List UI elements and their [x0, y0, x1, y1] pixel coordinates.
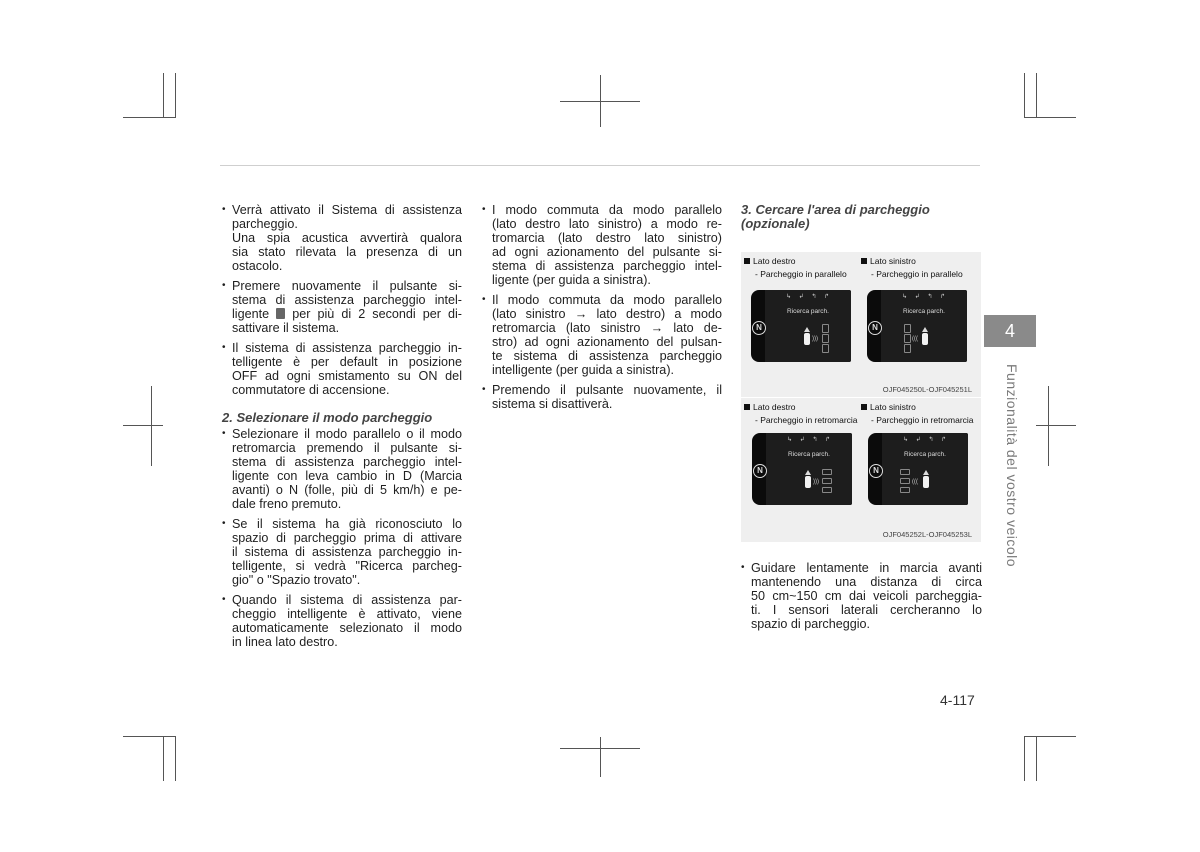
sensor-wave-icon: ((( [912, 336, 918, 342]
text-line: intelligente (per guida a sinistra). [492, 363, 675, 377]
cluster-screen-right-reverse [752, 433, 852, 505]
parking-slot-icon [904, 334, 911, 343]
text-line: retromarcia premendo il pulsante si- [232, 441, 462, 455]
text-line: sistema si disattiverà. [492, 397, 613, 411]
text-line: • Quando il sistema di assistenza par- [232, 593, 462, 607]
text-line: • Guidare lentamente in marcia avanti [751, 561, 982, 575]
gear-indicator-icon: N [753, 464, 767, 478]
column-right-lower [741, 561, 982, 637]
text-line: in linea lato destro. [232, 635, 338, 649]
sensor-wave-icon: ))) [813, 479, 819, 485]
parking-slot-icon [900, 469, 910, 475]
text-line: • Selezionare il modo parallelo o il modo [232, 427, 462, 441]
figure-sublabel-left: - Parcheggio in parallelo [755, 269, 847, 279]
text-line: avanti) o N (folle, più di 5 km/h) e pe- [232, 483, 462, 497]
bullet-activation [222, 203, 462, 273]
section-heading-2: 2. Selezionare il modo parcheggio [222, 410, 433, 425]
screen-title: Ricerca parch. [788, 451, 830, 458]
parking-slot-icon [822, 334, 829, 343]
text-line: stro) ad ogni azionamento del pulsan- [492, 335, 722, 349]
text-line: OFF ad ogni smistamento su ON del [232, 369, 462, 383]
chapter-title: Funzionalità del vostro veicolo [1004, 364, 1020, 568]
text-line: Una spia acustica avvertirà qualora [232, 231, 462, 245]
figure-label-left: Lato destro [744, 256, 796, 266]
text-line: ad ogni azionamento del pulsante si- [492, 245, 722, 259]
column-left [222, 203, 462, 655]
text-line: spazio di parcheggio prima di attivare [232, 531, 462, 545]
car-icon [805, 476, 811, 488]
column-right [741, 203, 982, 233]
bullet-drive-slowly [741, 561, 982, 631]
cluster-screen-left-parallel [867, 290, 967, 362]
sensor-wave-icon: ))) [812, 336, 818, 342]
chapter-tab: 4 [984, 315, 1036, 347]
header-rule [220, 165, 980, 166]
text-line: parcheggio. [232, 217, 298, 231]
parking-slot-icon [822, 469, 832, 475]
text-line: cheggio intelligente è attivato, viene [232, 607, 462, 621]
text-line: stema di assistenza parcheggio intel- [232, 455, 462, 469]
text-line: • Premendo il pulsante nuovamente, il [492, 383, 722, 397]
text-line: spazio di parcheggio. [751, 617, 871, 631]
text-line: retromarcia (lato sinistro → lato de- [492, 321, 722, 335]
bullet-default-off [222, 341, 462, 397]
page-number: 4-117 [940, 692, 975, 708]
bullet-select-mode [222, 427, 462, 511]
direction-arrows: ↳ ↲ ↰ ↱ [902, 437, 950, 443]
text-line: • Il modo commuta da modo parallelo [492, 293, 722, 307]
figure-label-right: Lato sinistro [861, 402, 916, 412]
cluster-screen-left-reverse [868, 433, 968, 505]
text-line: ostacolo. [232, 259, 283, 273]
gear-indicator-icon: N [869, 464, 883, 478]
car-icon [804, 333, 810, 345]
figure-parallel-parking [741, 252, 981, 397]
figure-code: OJF045252L-OJF045253L [882, 530, 972, 539]
text-line: (lato sinistro → lato destro) a modo [492, 307, 722, 321]
parking-slot-icon [904, 344, 911, 353]
text-line: gio" o "Spazio trovato". [232, 573, 361, 587]
text-line: sia stato rilevata la presenza di un [232, 245, 462, 259]
direction-arrows: ↳ ↲ ↰ ↱ [785, 294, 833, 300]
figure-sublabel-right: - Parcheggio in retromarcia [871, 415, 974, 425]
car-icon [923, 476, 929, 488]
parking-slot-icon [822, 324, 829, 333]
bullet-auto-select [222, 593, 462, 649]
parking-slot-icon [822, 487, 832, 493]
figure-sublabel-right: - Parcheggio in parallelo [871, 269, 963, 279]
bullet-space-recognized [222, 517, 462, 587]
figure-label-right: Lato sinistro [861, 256, 916, 266]
text-line: • I modo commuta da modo parallelo [492, 203, 722, 217]
screen-title: Ricerca parch. [903, 308, 945, 315]
text-line: 50 cm~150 cm dai veicoli parcheggia- [751, 589, 982, 603]
arrow-up-icon [805, 470, 811, 475]
text-line: ligente per più di 2 secondi per di- [232, 307, 463, 321]
gear-indicator-icon: N [868, 321, 882, 335]
text-line: telligente, si vedrà "Ricerca parcheg- [232, 559, 462, 573]
text-line: • Il sistema di assistenza parcheggio in- [232, 341, 462, 355]
arrow-up-icon [923, 470, 929, 475]
text-line: stema di assistenza parcheggio intel- [232, 293, 462, 307]
screen-title: Ricerca parch. [787, 308, 829, 315]
parking-slot-icon [900, 478, 910, 484]
bullet-mode-switch-2 [482, 293, 722, 377]
arrow-up-icon [922, 327, 928, 332]
screen-title: Ricerca parch. [904, 451, 946, 458]
section-heading-3: 3. Cercare l'area di parcheggio (opzionale) [741, 202, 930, 231]
text-line: tromarcia (lato destro lato sinistro) [492, 231, 722, 245]
bullet-deactivate [222, 279, 462, 335]
parking-slot-icon [822, 344, 829, 353]
bullet-deactivate-again [482, 383, 722, 411]
text-line: ti. I sensori laterali cercheranno lo [751, 603, 982, 617]
parking-slot-icon [900, 487, 910, 493]
text-line: te sistema di assistenza parcheggio [492, 349, 722, 363]
figure-sublabel-left: - Parcheggio in retromarcia [755, 415, 858, 425]
cluster-screen-right-parallel [751, 290, 851, 362]
text-line: dale freno premuto. [232, 497, 342, 511]
text-line: ligente con leva cambio in D (Marcia [232, 469, 462, 483]
text-line: mantenendo una distanza di circa [751, 575, 982, 589]
text-line: telligente è per default in posizione [232, 355, 462, 369]
sensor-wave-icon: ((( [912, 479, 918, 485]
text-line: il sistema di assistenza parcheggio in- [232, 545, 462, 559]
text-line: commutatore di accensione. [232, 383, 390, 397]
figure-code: OJF045250L-OJF045251L [882, 385, 972, 394]
text-line: sattivare il sistema. [232, 321, 340, 335]
parking-slot-icon [904, 324, 911, 333]
text-line: stema di assistenza parcheggio intel- [492, 259, 722, 273]
column-middle [482, 203, 722, 417]
bullet-mode-switch-1 [482, 203, 722, 287]
text-line: • Premere nuovamente il pulsante si- [232, 279, 462, 293]
figure-reverse-parking [741, 398, 981, 542]
text-line: (lato destro lato sinistro) a modo re- [492, 217, 722, 231]
text-line: ligente (per guida a sinistra). [492, 273, 651, 287]
text-line: • Se il sistema ha già riconosciuto lo [232, 517, 462, 531]
arrow-up-icon [804, 327, 810, 332]
parking-slot-icon [822, 478, 832, 484]
direction-arrows: ↳ ↲ ↰ ↱ [901, 294, 949, 300]
direction-arrows: ↳ ↲ ↰ ↱ [786, 437, 834, 443]
parking-assist-button-icon [276, 308, 285, 319]
text-line: • Verrà attivato il Sistema di assistenza [232, 203, 462, 217]
car-icon [922, 333, 928, 345]
text-line: automaticamente selezionato il modo [232, 621, 462, 635]
gear-indicator-icon: N [752, 321, 766, 335]
figure-label-left: Lato destro [744, 402, 796, 412]
